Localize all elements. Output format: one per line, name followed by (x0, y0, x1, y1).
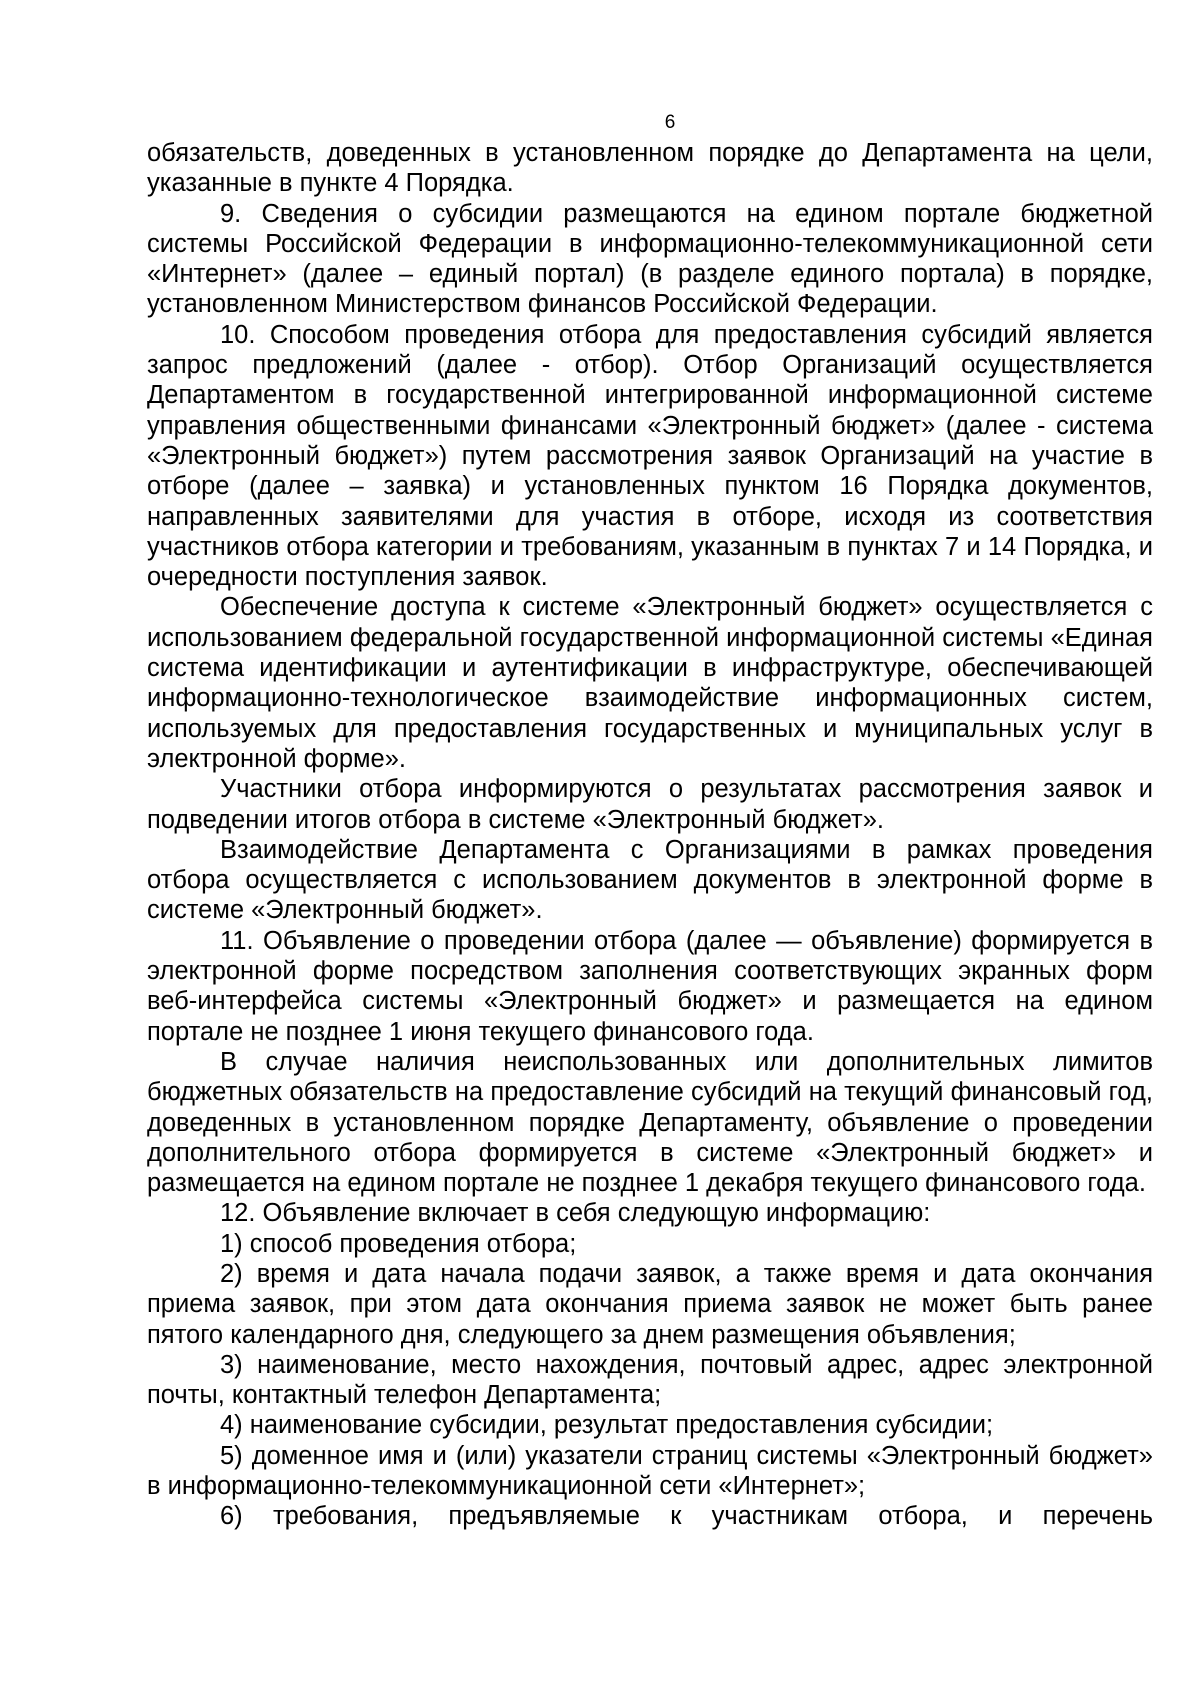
list-item-3: 3) наименование, место нахождения, почтовый адрес, адрес электронной почты, контактный телефон Департамента; (147, 1350, 1153, 1410)
paragraph-participants: Участники отбора информируются о результатах рассмотрения заявок и подведении итогов отбора в системе «Электронный бюджет». (147, 775, 1153, 834)
paragraph-additional-selection: В случае наличия неиспользованных или дополнительных лимитов бюджетных обязательств на предоставление субсидий на текущий финансовый год, доведенных в установленном порядке Департаменту, объявление о проведении дополнительного отбора формируется в системе «Электронный бюджет» и размещается на едином портале не позднее 1 декабря текущего финансового года. (147, 1047, 1153, 1198)
paragraph-item-12: 12. Объявление включает в себя следующую информацию: (220, 1199, 931, 1228)
list-item-4: 4) наименование субсидии, результат предоставления субсидии; (220, 1411, 994, 1440)
page-number: 6 (664, 112, 676, 133)
paragraph-interaction: Взаимодействие Департамента с Организациями в рамках проведения отбора осуществляется с использованием документов в электронной форме в системе «Электронный бюджет». (147, 835, 1153, 925)
paragraph-item-10: 10. Способом проведения отбора для предоставления субсидий является запрос предложений (далее - отбор). Отбор Организаций осуществляется Департаментом в государственной интегрированной информационной системе управления общественными финансами «Электронный бюджет» (далее - система «Электронный бюджет») путем рассмотрения заявок Организаций на участие в отборе (далее – заявка) и установленных пунктом 16 Порядка документов, направленных заявителями для участия в отборе, исходя из соответствия участников отбора категории и требованиям, указанным в пунктах 7 и 14 Порядка, и очередности поступления заявок. (147, 320, 1153, 592)
list-item-5: 5) доменное имя и (или) указатели страниц системы «Электронный бюджет» в информационно-телекоммуникационной сети «Интернет»; (147, 1441, 1153, 1501)
list-item-2: 2) время и дата начала подачи заявок, а также время и дата окончания приема заявок, при этом дата окончания приема заявок не может быть ранее пятого календарного дня, следующего за днем размещения объявления; (147, 1259, 1153, 1349)
list-item-1: 1) способ проведения отбора; (220, 1229, 577, 1258)
paragraph-access: Обеспечение доступа к системе «Электронный бюджет» осуществляется с использованием федеральной государственной информационной системы «Единая система идентификации и аутентификации в инфраструктуре, обеспечивающей информационно-технологическое взаимодействие информационных систем, используемых для предоставления государственных и муниципальных услуг в электронной форме». (147, 593, 1153, 773)
document-page (147, 108, 1153, 1532)
paragraph-item-11: 11. Объявление о проведении отбора (далее — объявление) формируется в электронной форме посредством заполнения соответствующих экранных форм веб-интерфейса системы «Электронный бюджет» и размещается на едином портале не позднее 1 июня текущего финансового года. (147, 926, 1153, 1046)
paragraph-continuation: обязательств, доведенных в установленном порядке до Департамента на цели, указанные в пункте 4 Порядка. (147, 139, 1153, 198)
list-item-6: 6) требования, предъявляемые к участникам отбора, и перечень (220, 1502, 1153, 1531)
paragraph-item-9: 9. Сведения о субсидии размещаются на едином портале бюджетной системы Российской Федерации в информационно-телекоммуникационной сети «Интернет» (далее – единый портал) (в разделе единого портала) в порядке, установленном Министерством финансов Российской Федерации. (147, 199, 1153, 319)
